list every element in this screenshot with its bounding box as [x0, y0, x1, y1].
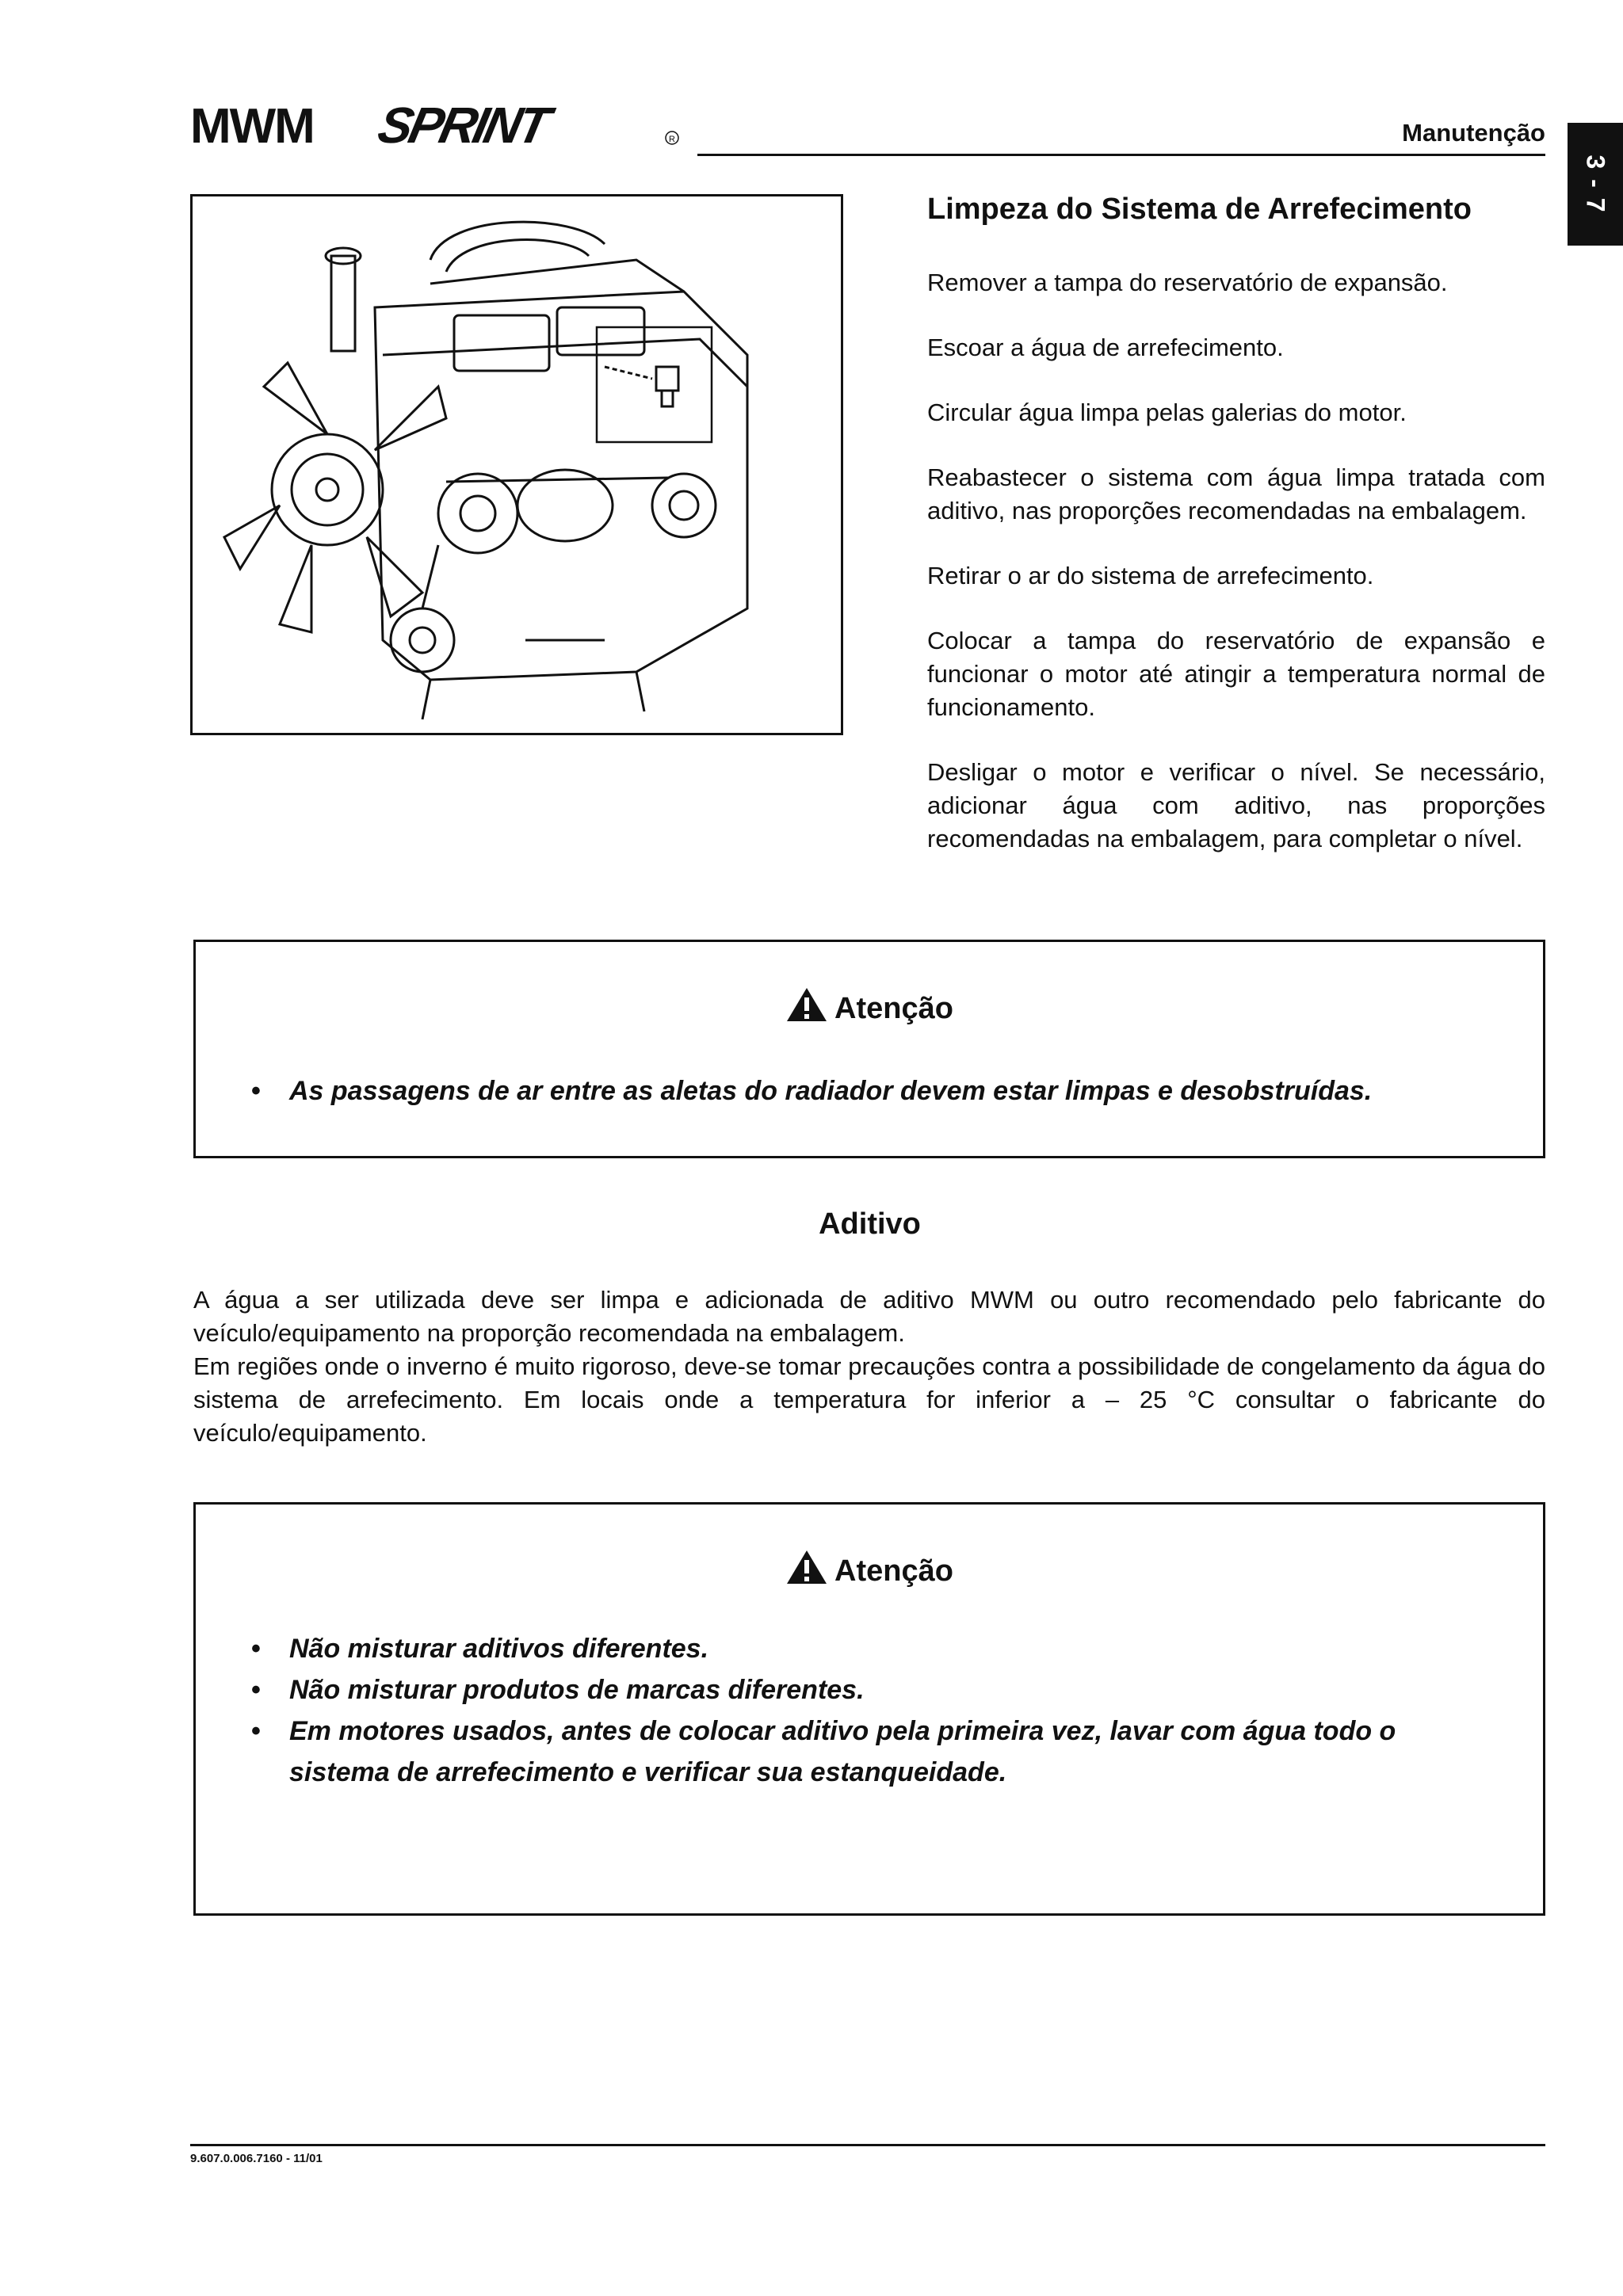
cleaning-step: Colocar a tampa do reservatório de expansão e funcionar o motor até atingir a temperatura normal de funcionamento.: [927, 627, 1545, 721]
attention-title: Atenção: [834, 992, 953, 1025]
attention-box-additives: [193, 1502, 1545, 1916]
header-rule: [697, 154, 1545, 156]
cleaning-step: Desligar o motor e verificar o nível. Se necessário, adicionar água com aditivo, nas proporções recomendadas na embalagem, para completar o nível.: [927, 758, 1545, 852]
cleaning-step: Reabastecer o sistema com água limpa tratada com aditivo, nas proporções recomendadas na embalagem.: [927, 463, 1545, 524]
aditivo-paragraph: Em regiões onde o inverno é muito rigoroso, deve-se tomar precauções contra a possibilidade de congelamento da água do sistema de arrefecimento. Em locais onde a temperatura for inferior a – 25 °C consultar o fabricante do veículo/equipamento.: [193, 1352, 1545, 1447]
warning-icon: [785, 1549, 828, 1593]
engine-drawing: [193, 196, 841, 733]
attention-item: • As passagens de ar entre as aletas do radiador devem estar limpas e desobstruídas.: [251, 1070, 1495, 1112]
cleaning-step: Remover a tampa do reservatório de expansão.: [927, 269, 1448, 296]
cleaning-title: Limpeza do Sistema de Arrefecimento: [927, 193, 1472, 226]
attention-list: [251, 1628, 1495, 1793]
aditivo-paragraph: A água a ser utilizada deve ser limpa e adicionada de aditivo MWM ou outro recomendado pelo fabricante do veículo/equipamento na proporção recomendada na embalagem.: [193, 1286, 1545, 1347]
cleaning-steps: [927, 266, 1545, 887]
document-code: 9.607.0.006.7160 - 11/01: [190, 2152, 323, 2165]
engine-illustration: [190, 194, 843, 735]
attention-heading: [196, 1549, 1543, 1593]
svg-text:R: R: [669, 135, 675, 144]
attention-heading: [196, 986, 1543, 1031]
attention-box: [193, 940, 1545, 1158]
svg-text:MWM: MWM: [190, 101, 314, 149]
attention-list: [251, 1070, 1495, 1112]
cleaning-step: Retirar o ar do sistema de arrefecimento.: [927, 562, 1374, 589]
warning-icon: [785, 986, 828, 1031]
attention-item: • Não misturar produtos de marcas diferentes.: [251, 1669, 1495, 1711]
attention-item: • Não misturar aditivos diferentes.: [251, 1628, 1495, 1669]
svg-text:SPRINT: SPRINT: [373, 101, 552, 149]
cleaning-step: Circular água limpa pelas galerias do motor.: [927, 399, 1407, 426]
page-number: 3 - 7: [1581, 154, 1610, 214]
aditivo-body: [193, 1283, 1545, 1450]
section-label: Manutenção: [1402, 119, 1545, 147]
cleaning-step: Escoar a água de arrefecimento.: [927, 334, 1284, 361]
attention-title: Atenção: [834, 1554, 953, 1588]
aditivo-title: Aditivo: [819, 1207, 921, 1241]
brand-logo: [190, 101, 682, 149]
page-number-tab: [1568, 123, 1623, 246]
attention-item: • Em motores usados, antes de colocar aditivo pela primeira vez, lavar com água todo o sistema de arrefecimento e verificar sua estanqueidade.: [251, 1711, 1495, 1793]
footer-rule: [190, 2144, 1545, 2146]
